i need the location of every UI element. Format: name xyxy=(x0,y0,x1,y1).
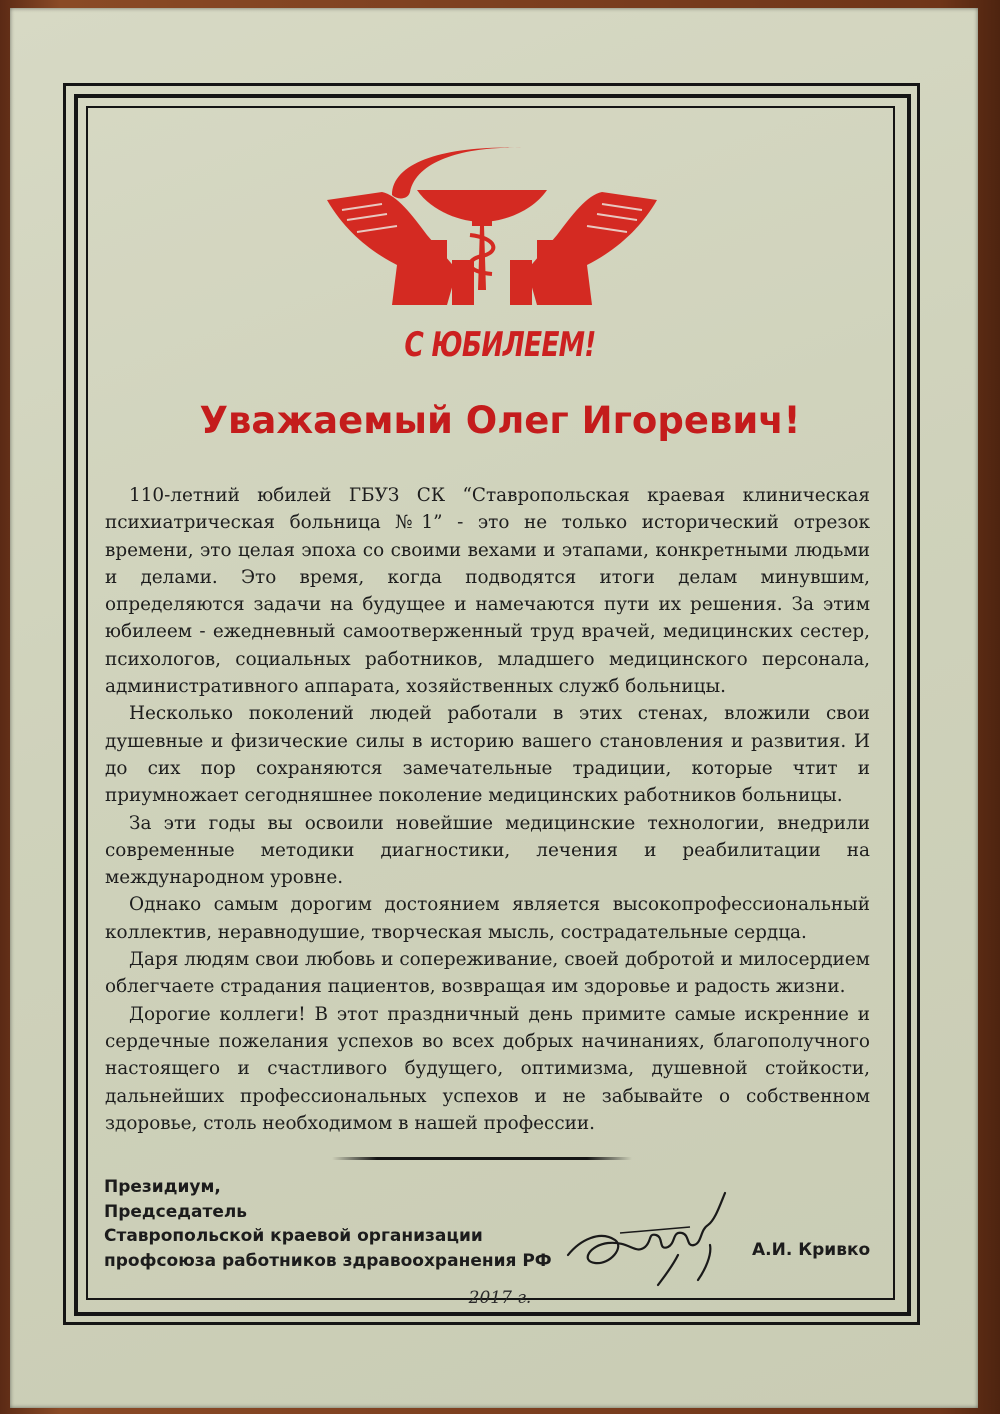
paragraph: Несколько поколений людей работали в этих стенах, вложили свои душевные и физические силы в историю вашего становления и развития. И до сих пор сохраняются замечательные традиции, которые чтит и приумножает сегодняшнее поколение медицинских работников больницы. xyxy=(105,703,870,807)
hands-bowl-snake-logo xyxy=(322,140,662,310)
sign-line: Председатель xyxy=(104,1201,248,1222)
greeting-heading: Уважаемый Олег Игоревич! xyxy=(199,399,801,442)
handwritten-signature xyxy=(560,1185,740,1290)
sign-line: профсоюза работников здравоохранения РФ xyxy=(104,1250,552,1271)
paragraph: За эти годы вы освоили новейшие медицинские технологии, внедрили современные методики диагностики, лечения и реабилитации на международном уровне. xyxy=(105,812,870,889)
paragraph: Дорогие коллеги! В этот праздничный день примите самые искренние и сердечные пожелания успехов во всех добрых начинаниях, благополучного настоящего и счастливого будущего, оптимизма, душевной стойкости, дальнейших профессиональных успехов и не забывайте о собственном здоровье, столь необходимом в нашей профессии. xyxy=(105,1003,870,1134)
jubilee-heading: С ЮБИЛЕЕМ! xyxy=(404,325,596,365)
letter-body xyxy=(105,482,870,1137)
sign-line: Президиум, xyxy=(104,1177,221,1197)
divider-line xyxy=(332,1157,632,1160)
paragraph: Однако самым дорогим достоянием является высокопрофессиональный коллектив, неравнодушие, творческая мысль, сострадательные сердца. xyxy=(105,894,870,943)
document-year: 2017 г. xyxy=(468,1288,532,1308)
paragraph: Даря людям свои любовь и сопереживание, своей добротой и милосердием облегчаете страдания пациентов, возвращая им здоровье и радость жизни. xyxy=(105,949,870,998)
sign-line: Ставропольской краевой организации xyxy=(104,1226,483,1246)
signature-block xyxy=(104,1175,584,1273)
paragraph: 110-летний юбилей ГБУЗ СК “Ставропольская краевая клиническая психиатрическая больница №1” - это не только исторический отрезок времени, это целая эпоха со своими вехами и этапами, конкретными людьми и делами. Это время, когда подводятся итоги делам минувшим, определяются задачи на будущее и намечаются пути их решения. За этим юбилеем - ежедневный самоотверженный труд врачей, медицинских сестер, психологов, социальных работников, младшего медицинского персонала, административного аппарата, хозяйственных служб больницы. xyxy=(105,485,870,698)
signer-name: А.И. Кривко xyxy=(752,1240,871,1260)
